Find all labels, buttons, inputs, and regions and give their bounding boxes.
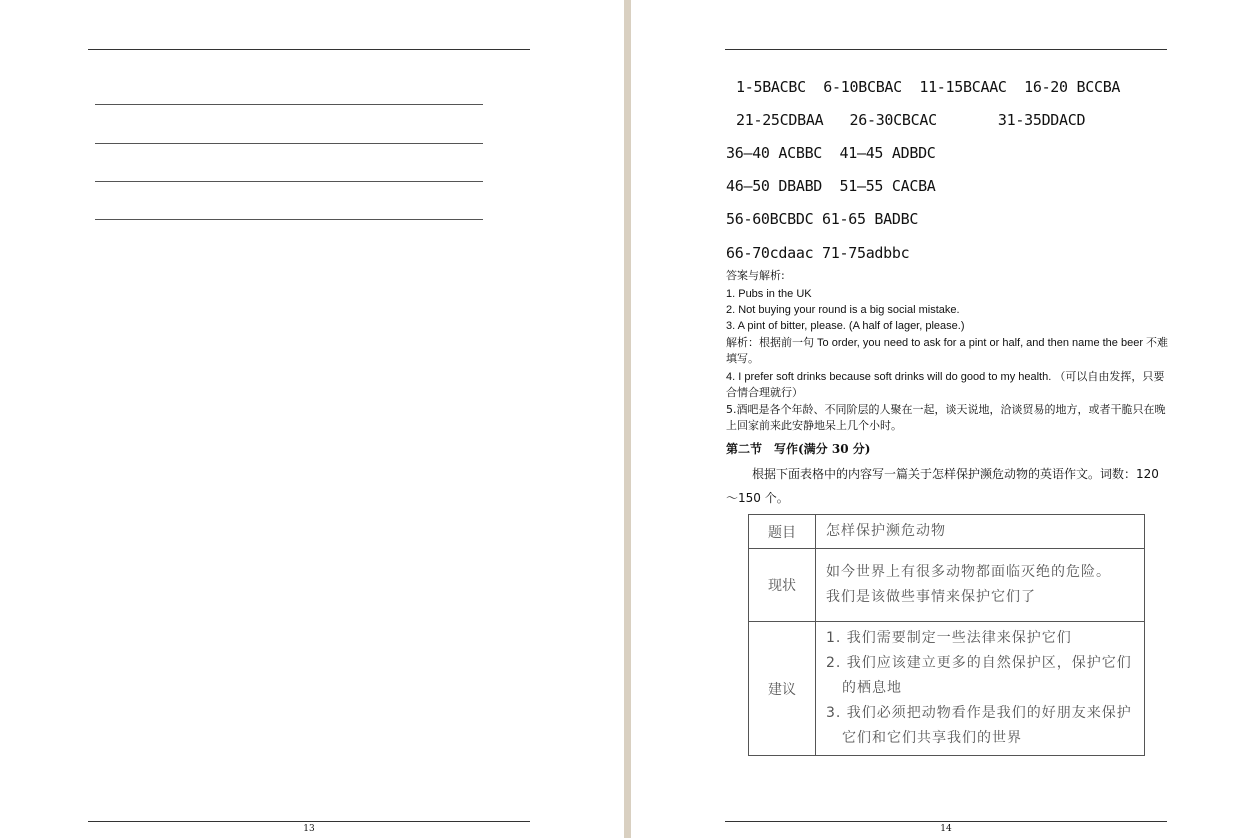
status-line: 如今世界上有很多动物都面临灭绝的危险。 <box>826 564 1111 580</box>
page-number: 14 <box>940 824 952 834</box>
writing-prompt: 根据下面表格中的内容写一篇关于怎样保护濒危动物的英语作文。词数：120～150 个。 <box>726 467 1159 505</box>
analysis-item: 5.酒吧是各个年龄、不同阶层的人聚在一起，谈天说地，洽谈贸易的地方，或者干脆只在晚上回家前来此安静地呆上几个小时。 <box>726 403 1166 432</box>
header-rule <box>725 49 1167 50</box>
answer-row: 1-5BACBC 6-10BCBAC 11-15BCAAC 16-20 BCCBA <box>736 78 1121 96</box>
analysis-item: 解析：根据前一句 To order, you need to ask for a pint or half, and then name the beer 不难填写。 <box>726 337 1169 365</box>
header-rule <box>88 49 530 50</box>
page-number: 13 <box>303 824 315 834</box>
page-13 <box>0 0 624 838</box>
footer-rule <box>725 821 1167 822</box>
footer-rule <box>88 821 530 822</box>
answer-blank-line <box>95 219 483 220</box>
topic-value: 怎样保护濒危动物 <box>816 515 1145 549</box>
suggestion-item: 1. 我们需要制定一些法律来保护它们 <box>826 630 1072 646</box>
answer-row: 56-60BCBDC 61-65 BADBC <box>726 210 919 228</box>
analysis-item: 4. I prefer soft drinks because soft drinks will do good to my health. （可以自由发挥，只要合情合理就行） <box>726 371 1165 399</box>
answer-row: 21-25CDBAA 26-30CBCAC 31-35DDACD <box>736 111 1086 129</box>
status-cell <box>816 549 1145 622</box>
analysis-item: 1. Pubs in the UK <box>726 288 812 300</box>
suggestion-item: 2. 我们应该建立更多的自然保护区，保护它们的栖息地 <box>826 655 1132 696</box>
status-label: 现状 <box>749 549 816 622</box>
topic-label: 题目 <box>749 515 816 549</box>
section-title: 第二节 写作(满分 30 分) <box>726 442 871 456</box>
page-14 <box>631 0 1255 838</box>
answer-blank-line <box>95 104 483 105</box>
suggestion-cell <box>816 622 1145 756</box>
answer-row: 36—40 ACBBC 41—45 ADBDC <box>726 144 936 162</box>
answer-row: 46—50 DBABD 51—55 CACBA <box>726 177 936 195</box>
answer-blank-line <box>95 143 483 144</box>
status-line: 我们是该做些事情来保护它们了 <box>826 589 1036 605</box>
analysis-item: 3. A pint of bitter, please. (A half of lager, please.) <box>726 320 965 332</box>
answer-blank-line <box>95 181 483 182</box>
suggestion-label: 建议 <box>749 622 816 756</box>
answer-row: 66-70cdaac 71-75adbbc <box>726 244 910 262</box>
suggestion-item: 3. 我们必须把动物看作是我们的好朋友来保护它们和它们共享我们的世界 <box>826 705 1132 746</box>
analysis-header: 答案与解析: <box>726 269 785 282</box>
writing-table <box>748 514 1145 756</box>
analysis-item: 2. Not buying your round is a big social mistake. <box>726 304 960 316</box>
